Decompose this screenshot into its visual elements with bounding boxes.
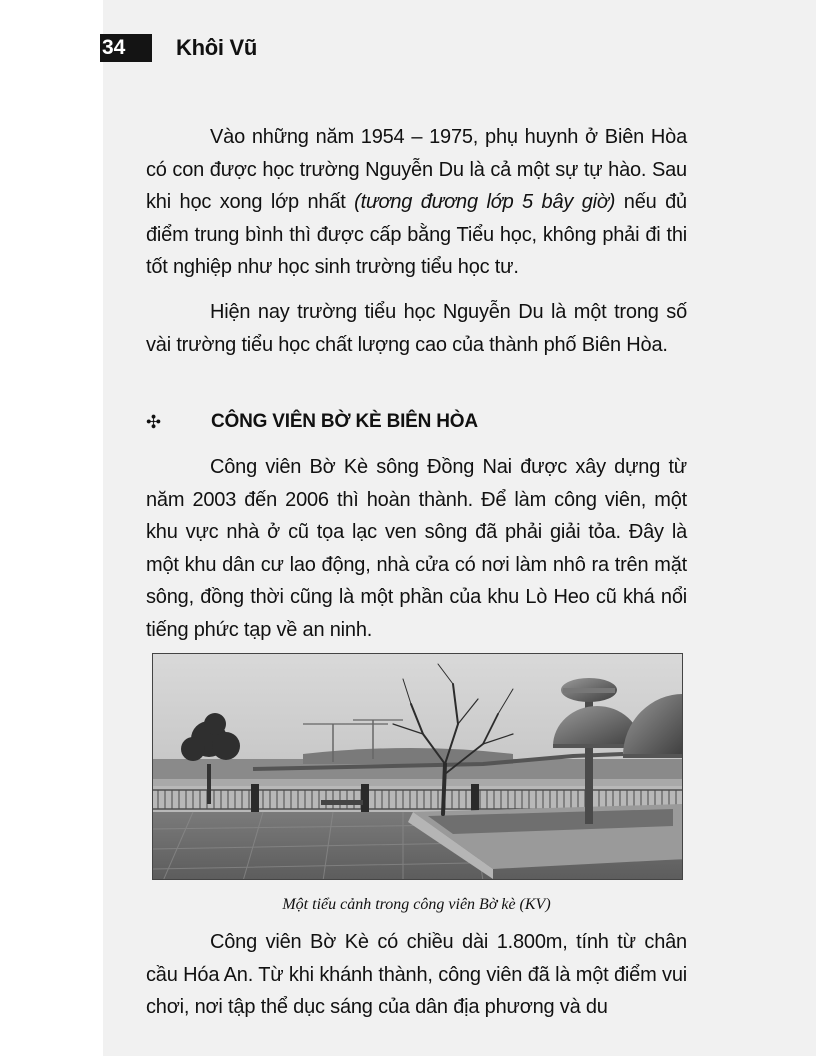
page-number: 34 xyxy=(100,34,152,62)
paragraph-text: Công viên Bờ Kè sông Đồng Nai được xây dựng từ năm 2003 đến 2006 thì hoàn thành. Để làm công viên, một khu vực nhà ở cũ tọa lạc ven sông đã phải giải tỏa. Đây là một khu dân cư lao động, nhà cửa có nơi làm nhô ra trên mặt sông, đồng thời cũng là một phần của khu Lò Heo cũ khá nổi tiếng phức tạp về an ninh. xyxy=(146,456,687,641)
paragraph-text: Công viên Bờ Kè có chiều dài 1.800m, tính từ chân cầu Hóa An. Từ khi khánh thành, công viên đã là một điểm vui chơi, nơi tập thể dục sáng của dân địa phương và du xyxy=(146,931,687,1018)
section-heading xyxy=(146,406,687,438)
paragraph-nguyen-du-history xyxy=(146,121,687,284)
park-photo xyxy=(152,653,683,880)
ornament-bullet-icon: ✣ xyxy=(146,412,162,432)
running-head-author: Khôi Vũ xyxy=(176,35,258,60)
paragraph-nguyen-du-today xyxy=(146,296,687,361)
park-photo-illustration xyxy=(153,654,683,880)
paragraph-park-construction xyxy=(146,451,687,646)
paragraph-text: Hiện nay trường tiểu học Nguyễn Du là một trong số vài trường tiểu học chất lượng cao của thành phố Biên Hòa. xyxy=(146,301,687,356)
section-title: CÔNG VIÊN BỜ KÈ BIÊN HÒA xyxy=(211,411,478,432)
paragraph-text: Vào những năm 1954 – 1975, phụ huynh ở Biên Hòa có con được học trường Nguyễn Du là cả một sự tự hào. Sau khi học xong lớp nhất xyxy=(146,126,687,213)
paragraph-text: nếu đủ điểm trung bình thì được cấp bằng Tiểu học, không phải đi thi tốt nghiệp như học sinh trường tiểu học tư. xyxy=(146,191,687,278)
paragraph-park-length xyxy=(146,926,687,1024)
paragraph-italic-note: (tương đương lớp 5 bây giờ) xyxy=(354,191,616,213)
photo-caption: Một tiểu cảnh trong công viên Bờ kè (KV) xyxy=(282,896,551,913)
